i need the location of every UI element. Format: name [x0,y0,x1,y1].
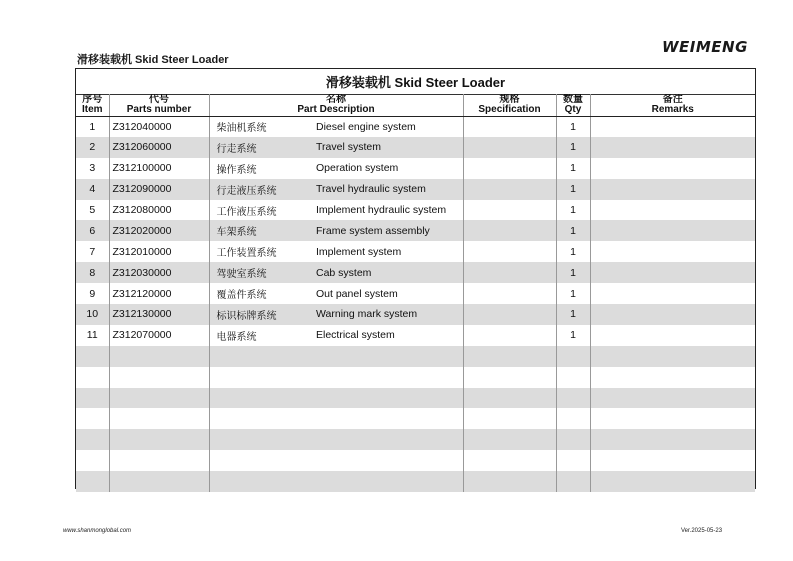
cell-part-description: Operation system [309,158,463,179]
cell-remarks [590,220,755,241]
cell-chinese-name: 操作系统 [216,164,257,176]
cell-specification [463,408,556,429]
cell-item: 1 [76,116,109,137]
cell-qty: 1 [556,283,590,304]
cell-parts-number [109,471,209,492]
cell-remarks [590,346,755,367]
cell-parts-number [109,408,209,429]
cell-remarks [590,200,755,221]
cell-specification [463,346,556,367]
cell-qty: 1 [556,158,590,179]
cell-item [76,450,109,471]
table-row [76,179,755,200]
cell-remarks [590,388,755,409]
cell-qty: 1 [556,241,590,262]
table-row [76,346,755,367]
table-row [76,200,755,221]
cell-chinese-name: 工作装置系统 [216,248,277,260]
cell-specification [463,241,556,262]
cell-qty [556,471,590,492]
table-row [76,367,755,388]
table-header-row [76,94,755,116]
cell-item: 8 [76,262,109,283]
cell-part-description: Electrical system [309,325,463,346]
cell-qty: 1 [556,200,590,221]
cell-chinese-name [209,408,309,429]
cell-qty [556,450,590,471]
footer-version: Ver.2025-05-23 [681,528,723,534]
cell-part-description: Travel hydraulic system [309,179,463,200]
cell-parts-number: Z312040000 [109,116,209,137]
cell-part-description: Diesel engine system [309,116,463,137]
cell-part-description: Out panel system [309,283,463,304]
cell-item [76,471,109,492]
cell-qty: 1 [556,220,590,241]
cell-specification [463,262,556,283]
cell-qty: 1 [556,262,590,283]
header-specification: 规格 Specification [463,94,556,116]
table-row [76,283,755,304]
cell-part-description: Warning mark system [309,304,463,325]
cell-specification [463,283,556,304]
cell-specification [463,429,556,450]
cell-part-description [309,388,463,409]
cell-qty: 1 [556,116,590,137]
cell-item: 4 [76,179,109,200]
cell-remarks [590,262,755,283]
cell-specification [463,220,556,241]
cell-specification [463,450,556,471]
cell-item: 2 [76,137,109,158]
table-row [76,137,755,158]
cell-parts-number: Z312130000 [109,304,209,325]
header-part-description: 名称 Part Description [209,94,463,116]
cell-specification [463,304,556,325]
cell-chinese-name: 标识标牌系统 [209,304,309,325]
cell-chinese-name [209,367,309,388]
cell-chinese-name [209,450,309,471]
cell-item: 7 [76,241,109,262]
cell-qty [556,408,590,429]
brand-logo: WEIMENG [662,38,748,56]
header-qty: 数量 Qty [556,94,590,116]
header-remarks: 备注 Remarks [590,94,755,116]
cell-parts-number [109,450,209,471]
cell-remarks [590,137,755,158]
document-title: 滑移装载机 Skid Steer Loader [77,54,229,66]
header-item: 序号 Item [76,94,109,116]
cell-parts-number: Z312080000 [109,200,209,221]
cell-parts-number: Z312010000 [109,241,209,262]
cell-chinese-name [209,388,309,409]
cell-item: 11 [76,325,109,346]
cell-specification [463,158,556,179]
table-row [76,325,755,346]
cell-parts-number: Z312120000 [109,283,209,304]
cell-chinese-name [209,471,309,492]
cell-chinese-name: 工作液压系统 [216,206,277,218]
cell-chinese-name: 覆盖件系统 [216,290,267,302]
cell-part-description [309,429,463,450]
table-row [76,388,755,409]
cell-item [76,367,109,388]
cell-part-description: Implement hydraulic system [309,200,463,221]
cell-qty [556,388,590,409]
cell-part-description [309,471,463,492]
cell-remarks [590,429,755,450]
table-row [76,450,755,471]
cell-parts-number [109,429,209,450]
cell-part-description: Frame system assembly [309,220,463,241]
cell-qty [556,429,590,450]
table-row [76,429,755,450]
cell-remarks [590,450,755,471]
cell-qty: 1 [556,179,590,200]
table-row [76,116,755,137]
cell-item [76,346,109,367]
cell-specification [463,116,556,137]
cell-remarks [590,116,755,137]
cell-part-description: Implement system [309,241,463,262]
cell-chinese-name: 行走液压系统 [209,179,309,200]
cell-specification [463,388,556,409]
cell-remarks [590,471,755,492]
cell-specification [463,200,556,221]
cell-part-description [309,408,463,429]
table-row [76,408,755,429]
parts-table-frame [75,68,756,489]
cell-remarks [590,179,755,200]
cell-parts-number [109,346,209,367]
table-row [76,262,755,283]
cell-item [76,388,109,409]
cell-part-description [309,450,463,471]
cell-parts-number: Z312060000 [109,137,209,158]
cell-remarks [590,241,755,262]
cell-remarks [590,304,755,325]
cell-parts-number [109,367,209,388]
cell-item [76,408,109,429]
cell-item [76,429,109,450]
parts-table [76,94,755,492]
cell-parts-number: Z312020000 [109,220,209,241]
cell-qty: 1 [556,137,590,158]
cell-chinese-name: 驾驶室系统 [209,262,309,283]
cell-chinese-name [209,346,309,367]
cell-qty [556,367,590,388]
cell-qty: 1 [556,304,590,325]
cell-chinese-name [209,429,309,450]
cell-remarks [590,325,755,346]
cell-specification [463,471,556,492]
cell-parts-number: Z312030000 [109,262,209,283]
cell-chinese-name: 行走系统 [209,137,309,158]
cell-qty [556,346,590,367]
table-row [76,241,755,262]
cell-item: 9 [76,283,109,304]
cell-item: 5 [76,200,109,221]
table-row [76,471,755,492]
cell-item: 10 [76,304,109,325]
cell-remarks [590,408,755,429]
cell-specification [463,179,556,200]
cell-remarks [590,283,755,304]
table-row [76,304,755,325]
cell-part-description [309,346,463,367]
cell-part-description: Travel system [309,137,463,158]
cell-specification [463,137,556,158]
cell-chinese-name: 车架系统 [209,220,309,241]
cell-parts-number: Z312070000 [109,325,209,346]
cell-item: 6 [76,220,109,241]
cell-parts-number: Z312090000 [109,179,209,200]
table-row [76,158,755,179]
cell-parts-number: Z312100000 [109,158,209,179]
cell-chinese-name: 电器系统 [216,331,257,343]
cell-specification [463,367,556,388]
table-row [76,220,755,241]
cell-part-description: Cab system [309,262,463,283]
cell-remarks [590,158,755,179]
footer-website: www.shanmonglobal.com [63,528,132,534]
cell-qty: 1 [556,325,590,346]
header-parts-number: 代号 Parts number [109,94,209,116]
cell-chinese-name: 柴油机系统 [216,123,267,135]
cell-remarks [590,367,755,388]
cell-item: 3 [76,158,109,179]
cell-specification [463,325,556,346]
cell-parts-number [109,388,209,409]
cell-part-description [309,367,463,388]
table-title: 滑移装载机 Skid Steer Loader [76,69,755,95]
